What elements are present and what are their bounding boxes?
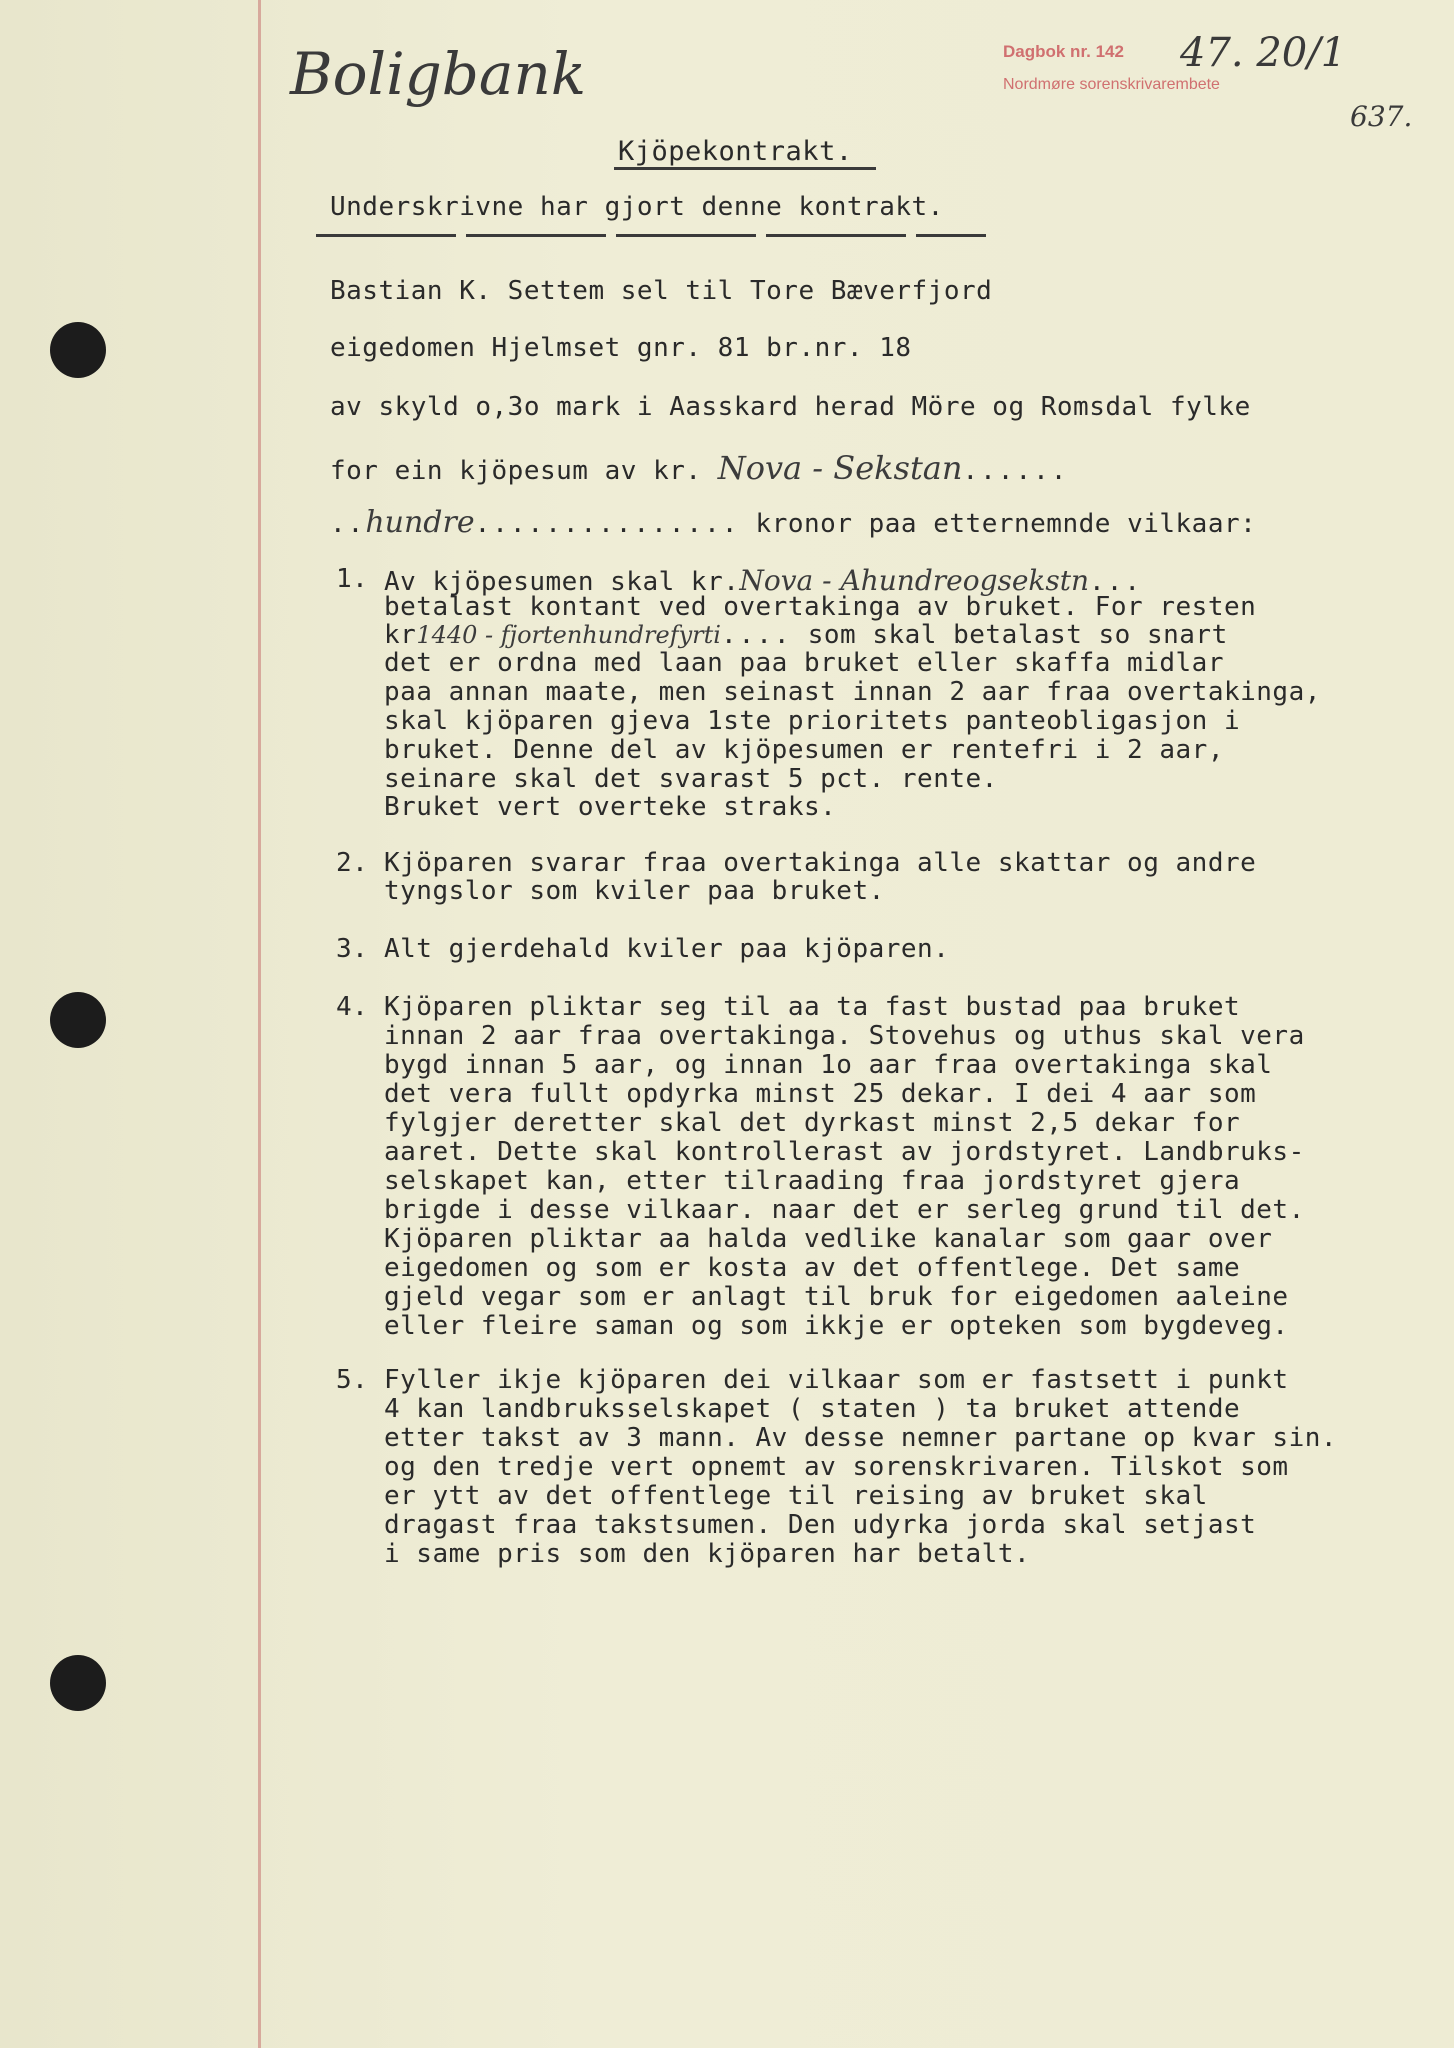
- item-1-line: seinare skal det svarast 5 pct. rente.: [384, 764, 998, 794]
- item-number: 4.: [336, 992, 369, 1022]
- item-4-line: eller fleire saman og som ikkje er opteken som bygdeveg.: [384, 1311, 1289, 1341]
- punch-hole: [50, 992, 106, 1048]
- punch-hole: [50, 1655, 106, 1711]
- title-underline: [614, 167, 876, 170]
- item-4-line: brigde i desse vilkaar. naar det er serleg grund til det.: [384, 1195, 1305, 1225]
- fill-dots: ......: [962, 456, 1069, 486]
- item-4-line: eigedomen og som er kosta av det offentlege. Det same: [384, 1253, 1241, 1283]
- punch-hole: [50, 322, 106, 378]
- item-1-line: paa annan maate, men seinast innan 2 aar fraa overtakinga,: [384, 677, 1321, 707]
- item-5-line: dragast fraa takstsumen. Den udyrka jorda skal setjast: [384, 1510, 1257, 1540]
- subtitle-underline: [316, 234, 986, 237]
- item-5-line: 4 kan landbruksselskapet ( staten ) ta bruket attende: [384, 1394, 1241, 1424]
- remaining-amount-handwritten: 1440 - fjortenhundrefyrti: [416, 621, 721, 649]
- item-4-line: bygd innan 5 aar, og innan 1o aar fraa overtakinga skal: [384, 1050, 1273, 1080]
- item-4-line: Kjöparen pliktar seg til aa ta fast bustad paa bruket: [384, 992, 1241, 1022]
- item-1-line: bruket. Denne del av kjöpesumen er rentefri i 2 aar,: [384, 735, 1224, 765]
- item-1-line: kr1440 - fjortenhundrefyrti.... som skal betalast so snart: [384, 620, 1228, 650]
- item-1-line: det er ordna med laan paa bruket eller skaffa midlar: [384, 648, 1224, 678]
- down-payment-handwritten: Nova - Ahundreogsekstn: [739, 564, 1090, 597]
- item-1-line: betalast kontant ved overtakinga av bruket. For resten: [384, 592, 1257, 622]
- item-3-line: Alt gjerdehald kviler paa kjöparen.: [384, 934, 950, 964]
- intro-line-property: eigedomen Hjelmset gnr. 81 br.nr. 18: [330, 333, 912, 363]
- item-4-line: Kjöparen pliktar aa halda vedlike kanalar som gaar over: [384, 1224, 1273, 1254]
- intro-line-parties: Bastian K. Settem sel til Tore Bæverfjord: [330, 276, 993, 306]
- terms-label: kronor paa etternemnde vilkaar:: [755, 509, 1257, 539]
- item-5-line: i same pris som den kjöparen har betalt.: [384, 1539, 1031, 1569]
- item-4-line: selskapet kan, etter tilraading fraa jordstyret gjera: [384, 1166, 1241, 1196]
- item-4-line: gjeld vegar som er anlagt til bruk for eigedomen aaleine: [384, 1282, 1289, 1312]
- item-4-line: fylgjer deretter skal det dyrkast minst 2,5 dekar for: [384, 1108, 1241, 1138]
- item-1-line: Av kjöpesumen skal kr.Nova - Ahundreogsekstn...: [384, 564, 1143, 597]
- margin-line: [258, 0, 261, 2048]
- price-label: for ein kjöpesum av kr.: [330, 456, 702, 486]
- intro-line-terms: [330, 505, 1256, 540]
- handwritten-note-left: Boligbank: [290, 40, 586, 108]
- price-handwritten: Nova - Sekstan: [717, 449, 963, 487]
- registry-stamp-line1: Dagbok nr. 142: [1003, 42, 1124, 61]
- item-number: 1.: [336, 564, 369, 594]
- fill-dots: ..: [330, 509, 366, 539]
- item-5-line: etter takst av 3 mann. Av desse nemner partane op kvar sin.: [384, 1423, 1338, 1453]
- document-subtitle: Underskrivne har gjort denne kontrakt.: [330, 192, 944, 222]
- price-handwritten-cont: hundre: [365, 505, 475, 540]
- intro-line-location: av skyld o,3o mark i Aasskard herad Möre og Romsdal fylke: [330, 392, 1251, 422]
- item-5-line: og den tredje vert opnemt av sorenskrivaren. Tilskot som: [384, 1452, 1289, 1482]
- item-number: 5.: [336, 1365, 369, 1395]
- registry-stamp-line2: Nordmøre sorenskrivarembete: [1003, 76, 1220, 93]
- item-4-line: innan 2 aar fraa overtakinga. Stovehus og uthus skal vera: [384, 1021, 1305, 1051]
- item-2-line: tyngslor som kviler paa bruket.: [384, 876, 885, 906]
- document-title: Kjöpekontrakt.: [618, 136, 853, 167]
- item-4-line: aaret. Dette skal kontrollerast av jordstyret. Landbruks-: [384, 1137, 1305, 1167]
- page-number: 637.: [1350, 100, 1413, 133]
- item-2-line: Kjöparen svarar fraa overtakinga alle skattar og andre: [384, 848, 1257, 878]
- item-1-line: skal kjöparen gjeva 1ste prioritets panteobligasjon i: [384, 706, 1241, 736]
- item-number: 3.: [336, 934, 369, 964]
- item-number: 2.: [336, 848, 369, 878]
- item-4-line: det vera fullt opdyrka minst 25 dekar. I dei 4 aar som: [384, 1079, 1257, 1109]
- item-1-line: Bruket vert overteke straks.: [384, 792, 837, 822]
- intro-line-price: [330, 449, 1068, 487]
- fill-dots: ...............: [474, 509, 740, 539]
- item-5-line: Fyller ikje kjöparen dei vilkaar som er fastsett i punkt: [384, 1365, 1289, 1395]
- handwritten-note-right: 47. 20/1: [1180, 30, 1347, 76]
- item-5-line: er ytt av det offentlege til reising av bruket skal: [384, 1481, 1208, 1511]
